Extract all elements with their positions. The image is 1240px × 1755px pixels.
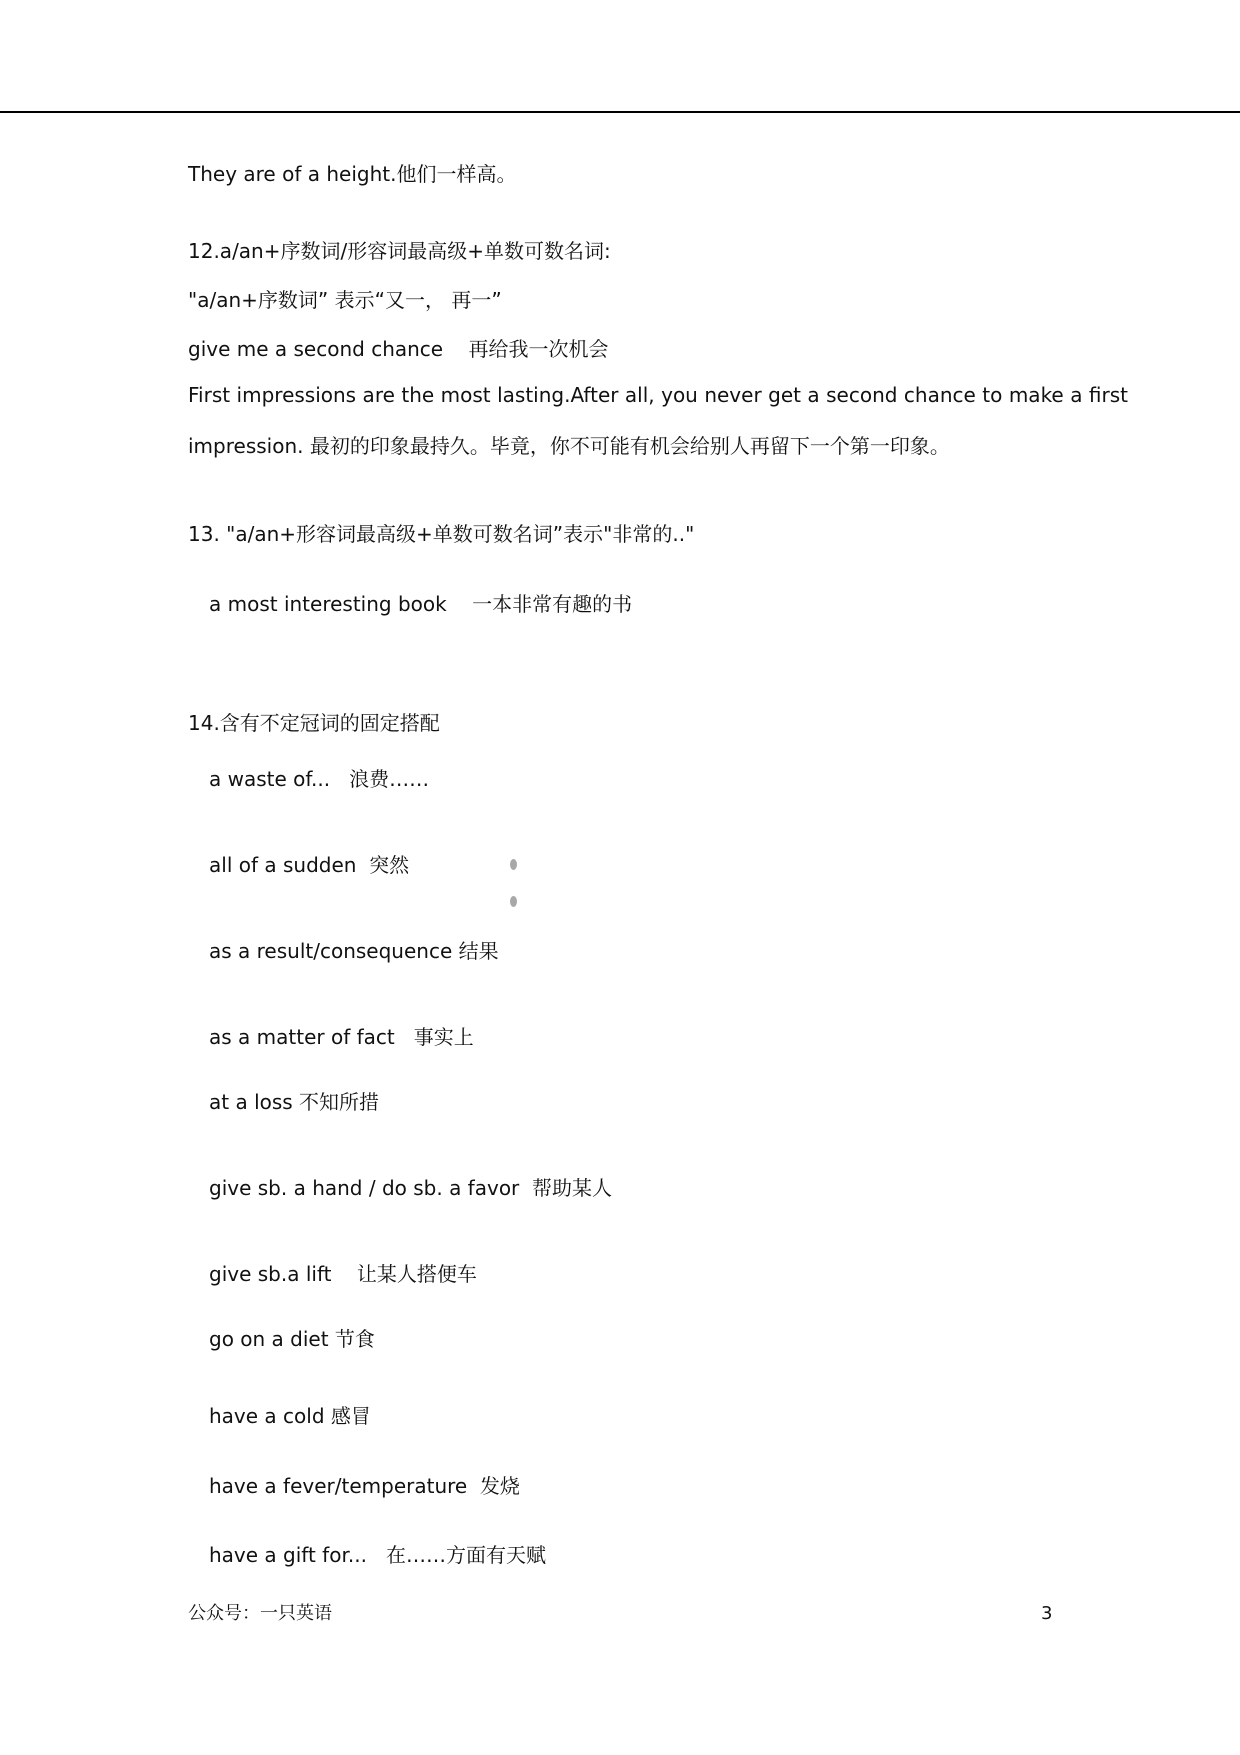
height-example: They are of a height.他们一样高。 xyxy=(188,162,517,186)
phrase-item: give sb. a hand / do sb. a favor 帮助某人 xyxy=(209,1176,612,1200)
phrase-item: have a cold 感冒 xyxy=(209,1404,371,1428)
phrase-item: at a loss 不知所措 xyxy=(209,1090,380,1114)
section-14-heading: 14.含有不定冠词的固定搭配 xyxy=(188,711,440,735)
section-13-example: a most interesting book 一本非常有趣的书 xyxy=(209,592,633,616)
phrase-item: a waste of... 浪费…… xyxy=(209,767,430,791)
phrase-item: have a gift for... 在……方面有天赋 xyxy=(209,1543,546,1567)
phrase-item: give sb.a lift 让某人搭便车 xyxy=(209,1262,477,1286)
footer-source: 公众号：一只英语 xyxy=(188,1603,332,1624)
section-12-example-1: give me a second chance 再给我一次机会 xyxy=(188,337,609,361)
phrase-item: have a fever/temperature 发烧 xyxy=(209,1474,520,1498)
marker-dot xyxy=(510,896,517,907)
phrase-item: all of a sudden 突然 xyxy=(209,853,410,877)
section-12-example-2-line-1: First impressions are the most lasting.After all, you never get a second chance to make a first xyxy=(188,383,1128,407)
section-12-heading: 12.a/an+序数词/形容词最高级+单数可数名词: xyxy=(188,239,611,263)
section-12-note: "a/an+序数词” 表示“又一， 再一” xyxy=(188,288,502,312)
page-number: 3 xyxy=(1041,1603,1053,1624)
phrase-item: as a result/consequence 结果 xyxy=(209,939,499,963)
section-12-example-2-line-2: impression. 最初的印象最持久。毕竟，你不可能有机会给别人再留下一个第一印象。 xyxy=(188,434,950,458)
marker-dot xyxy=(510,859,517,870)
header-rule xyxy=(0,111,1240,113)
section-13-heading: 13. "a/an+形容词最高级+单数可数名词”表示"非常的.." xyxy=(188,522,695,546)
phrase-item: as a matter of fact 事实上 xyxy=(209,1025,474,1049)
phrase-item: go on a diet 节食 xyxy=(209,1327,375,1351)
